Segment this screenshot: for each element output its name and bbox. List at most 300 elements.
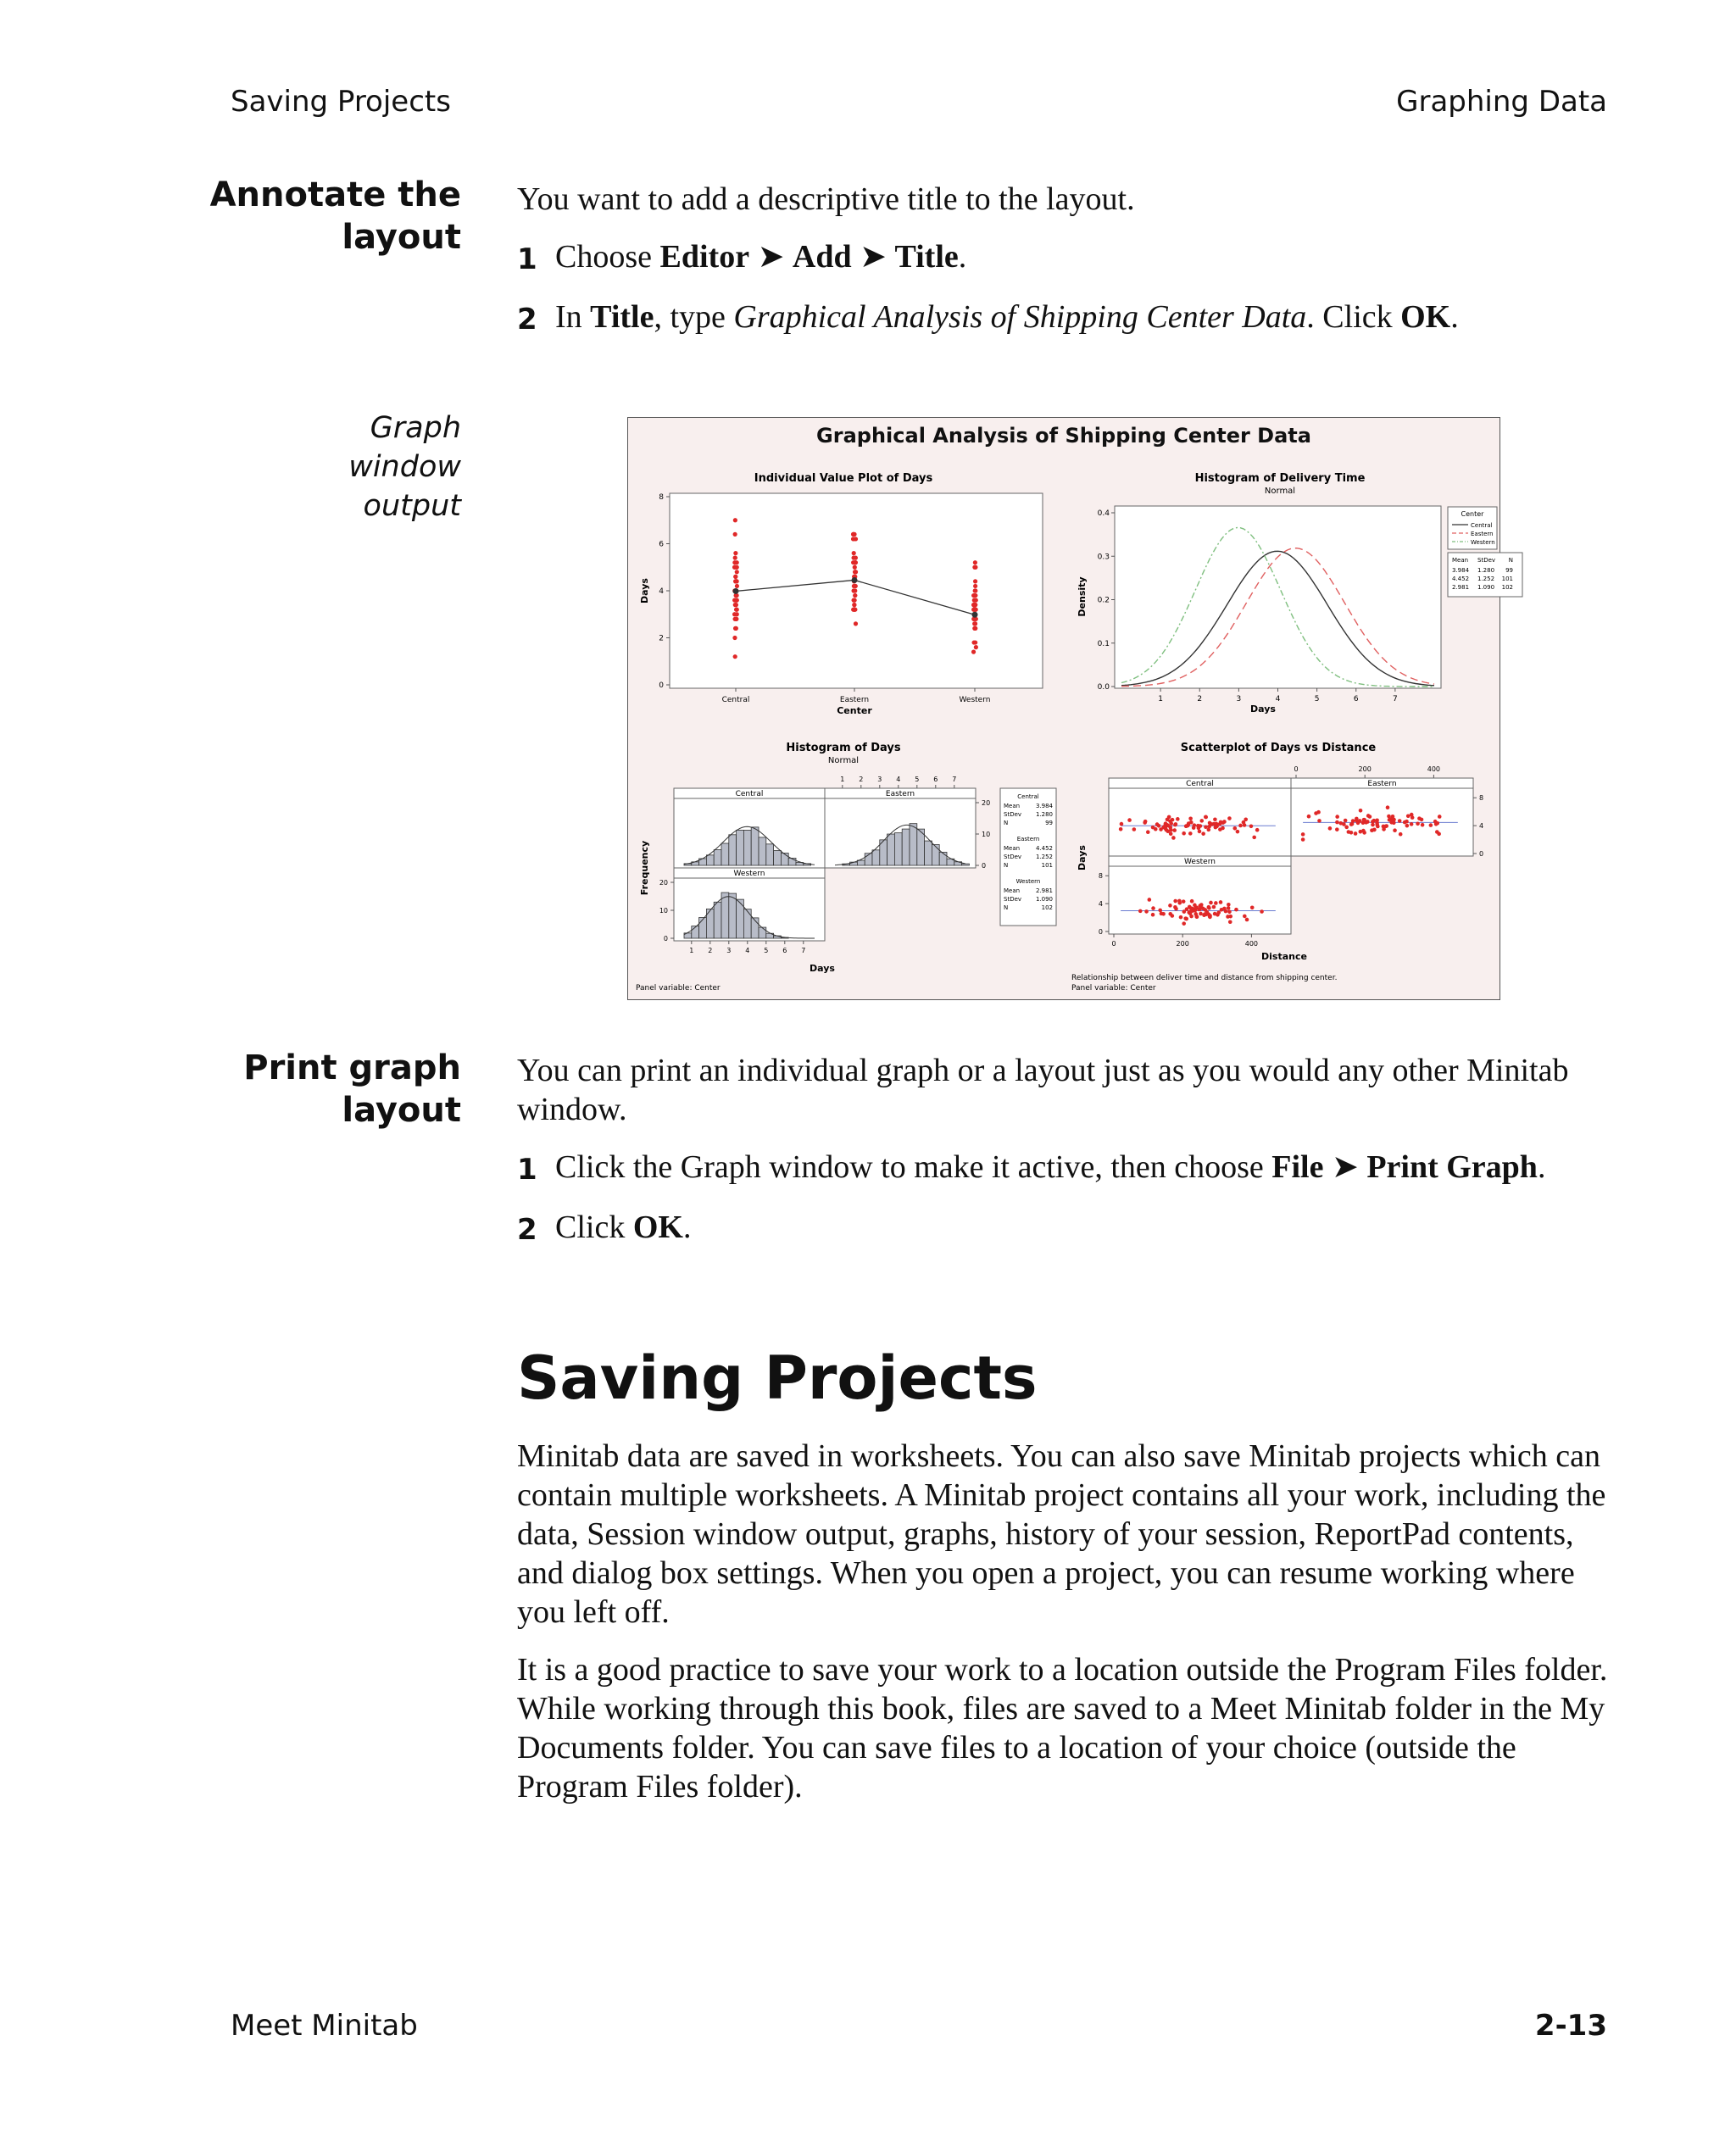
hod-panel-label: Central [735,790,764,798]
sdd-point [1227,909,1232,914]
hod-panel-label: Eastern [885,790,915,798]
hod-stats-value: 102 [1041,904,1053,911]
sdd-point [1220,908,1224,912]
sdd-bottom-tick-label: 400 [1244,940,1259,948]
ivp-point [971,603,976,607]
sdd-point [1204,825,1208,829]
hod-stats-label: Mean [1004,845,1021,852]
hdt-legend-label: Western [1471,539,1495,546]
ivp-point [851,537,855,541]
hdt-ytick-label: 0.3 [1097,553,1110,562]
sdd-point [1119,827,1123,831]
sdd-point [1216,910,1221,915]
sdd-bottom-tick-label: 200 [1176,940,1189,948]
ivp-point [733,603,737,607]
figure-caption: Graph window output [348,411,461,523]
sdd-point [1132,827,1137,831]
sdd-point [1188,905,1192,909]
ivp-point [853,608,857,612]
saving-para-1: Minitab data are saved in worksheets. You can also save Minitab projects which can contain multiple worksheets. A Minitab project contains all your work, including the data, Session window output, graphs, history of your session, ReportPad contents, and dialog box settings. When you open a project, you can resume working where you left off. [517,1438,1606,1630]
sdd-point [1232,826,1237,831]
hod-top-tick-label: 1 [840,776,845,783]
sdd-point [1399,832,1403,837]
hod-bar [692,926,699,938]
hdt-stats-header: N [1508,557,1513,564]
hod-ytick-right-label: 20 [982,799,991,807]
ivp-point [971,608,976,612]
sdd-point [1208,915,1212,920]
sdd-point [1214,826,1218,830]
annotate-step-1: 1 Choose Editor ➤ Add ➤ Title. [517,239,967,276]
hod-ytick-right-label: 10 [982,831,991,838]
footer-book-title: Meet Minitab [231,2009,418,2043]
sdd-point [1177,901,1182,905]
ivp-point [972,626,976,631]
ivp-point [854,570,858,574]
running-header-right: Graphing Data [1396,85,1607,119]
sdd-xlabel: Distance [1261,951,1307,962]
sdd-point [1151,906,1155,910]
ivp-point [973,640,977,644]
sdd-point [1207,825,1211,829]
sdd-top-tick-label: 0 [1294,765,1299,773]
hod-bar [721,893,729,938]
sdd-point [1335,815,1339,819]
sdd-point [1179,915,1183,920]
sdd-point [1393,828,1397,832]
ivp-xtick-label: Eastern [839,696,870,704]
hod-stats-value: 1.252 [1035,854,1053,860]
sdd-point [1359,830,1363,834]
hod-bar [910,824,917,865]
sdd-point [1155,822,1160,826]
hdt-stats-cell: 99 [1505,567,1513,574]
hdt-xtick-label: 7 [1393,695,1398,703]
hod-bar [925,841,932,865]
hod-stats-label: N [1004,862,1009,869]
sdd-ylabel: Days [1077,845,1088,870]
sdd-top-tick-label: 400 [1427,765,1441,773]
sdd-point [1207,905,1211,909]
ivp-point [854,560,858,564]
sdd-point [1151,913,1155,917]
hod-stats-label: Mean [1004,803,1021,809]
sdd-point [1164,821,1168,826]
hod-stats-value: 99 [1045,820,1053,826]
saving-para-2: It is a good practice to save your work to a location outside the Program Files folder. While working through this book, files are saved to a Meet Minitab folder in the My Documents folder. You can save files to a location of your choice (outside the Program Files folder). [517,1652,1608,1805]
sdd-point [1171,818,1175,822]
sdd-point [1388,818,1392,822]
sdd-point [1227,816,1232,820]
sdd-point [1201,831,1205,836]
section-title: Saving Projects [517,1343,1038,1413]
hod-ytick-label: 0 [663,935,668,943]
hdt-stats-cell: 3.984 [1452,567,1470,574]
sdd-point [1198,904,1202,908]
hdt-xtick-label: 2 [1197,695,1203,703]
hdt-ytick-label: 0.1 [1097,639,1110,648]
sdd-point [1143,820,1148,824]
hdt-ytick-label: 0.0 [1097,683,1110,692]
sdd-point [1335,820,1339,825]
ivp-ytick-label: 2 [659,634,664,643]
hod-bottom-tick-label: 3 [726,947,732,954]
sdd-point [1171,914,1175,918]
hod-stats-label: N [1004,904,1009,911]
ivp-point [733,532,737,537]
individual-value-plot [639,472,1043,716]
hod-bar [714,902,721,938]
sdd-point [1227,903,1231,907]
sdd-footnote-2: Panel variable: Center [1071,984,1156,993]
hod-footnote: Panel variable: Center [636,984,721,993]
hdt-stats-header: StDev [1477,557,1496,564]
hdt-xtick-label: 3 [1236,695,1242,703]
ivp-point [732,636,737,640]
running-header-left: Saving Projects [231,85,451,119]
hod-bar [743,909,751,938]
ivp-point [853,588,857,592]
sdd-point [1371,820,1375,824]
sdd-point [1173,823,1177,827]
hod-panel-label: Western [733,870,765,878]
sdd-point [1344,826,1349,830]
hod-bottom-tick-label: 6 [782,947,787,954]
sdd-point [1169,821,1173,826]
hdt-stats-cell: 2.981 [1452,584,1470,591]
print-heading: Print graph layout [243,1048,461,1130]
ivp-point [853,593,857,598]
sdd-point [1375,821,1379,826]
sdd-point [1214,901,1218,905]
sdd-ytick-right-label: 8 [1479,794,1484,803]
sdd-point [1406,814,1410,818]
hod-bar [714,850,721,865]
annotate-step-2: 2 In Title, type Graphical Analysis of Shipping Center Data. Click OK. [517,299,1459,336]
sdd-point [1224,909,1228,914]
hdt-title: Histogram of Delivery Time [1194,472,1366,485]
ivp-point [734,608,738,612]
sdd-point [1438,815,1442,819]
sdd-point [1159,827,1163,831]
ivp-point [973,584,977,588]
hdt-subtitle: Normal [1264,487,1296,496]
sdd-ytick-right-label: 0 [1479,850,1484,858]
sdd-panel-label: Eastern [1367,780,1397,788]
sdd-point [1314,811,1318,815]
sdd-panel-frame [1109,856,1291,934]
sdd-point [1301,837,1305,842]
sdd-point [1176,817,1180,821]
annotate-heading: Annotate the layout [209,175,461,257]
hdt-xtick-label: 5 [1314,695,1320,703]
sdd-point [1429,823,1433,827]
hod-subtitle: Normal [827,756,860,765]
hod-top-tick-label: 2 [859,776,864,783]
sdd-point [1405,824,1410,828]
hod-bar [721,843,729,865]
hdt-stats-cell: 101 [1501,576,1513,582]
hod-bar [894,833,902,865]
annotate-body [517,180,1619,358]
hod-bar [729,835,737,865]
sdd-point [1338,821,1343,826]
sdd-point [1250,906,1255,910]
hdt-stats-cell: 1.280 [1477,567,1495,574]
sdd-panel-central [1109,778,1291,856]
hod-stats-name: Western [1015,878,1041,885]
hdt-stats-cell: 102 [1501,584,1513,591]
hod-bottom-tick-label: 4 [745,947,750,954]
hod-panel-eastern [825,788,976,868]
hod-ytick-label: 20 [659,879,668,887]
sdd-point [1205,910,1209,915]
sdd-point [1349,831,1354,835]
ivp-point [852,551,856,555]
sdd-point [1127,818,1132,822]
menu-arrow-icon: ➤ [1331,1149,1359,1185]
hod-top-tick-label: 4 [896,776,901,783]
ivp-mean-marker [733,588,739,594]
sdd-bottom-tick-label: 0 [1111,940,1116,948]
footer-page-number: 2-13 [1534,2009,1607,2043]
hod-bar [872,850,880,865]
sdd-point [1171,836,1176,840]
sdd-point [1243,915,1247,919]
sdd-point [1188,816,1193,820]
sdd-point [1260,909,1264,914]
hod-bar [939,852,947,865]
hod-bottom-tick-label: 5 [764,947,769,954]
sdd-point [1213,817,1217,821]
ivp-point [734,579,738,583]
hod-stats-name: Central [1017,793,1039,800]
ivp-mean-marker [972,612,978,618]
sdd-point [1182,899,1186,904]
sdd-panel-frame [1291,778,1473,856]
hdt-stats-cell: 1.252 [1477,576,1495,582]
sdd-point [1182,921,1186,926]
ivp-point [733,556,737,560]
hod-stats-value: 1.280 [1035,811,1053,818]
sdd-point [1188,831,1193,836]
ivp-point [853,565,857,570]
ivp-point [972,621,976,626]
sdd-point [1372,828,1377,832]
sdd-point [1252,836,1256,840]
sdd-point [1188,909,1193,914]
ivp-point [733,654,737,659]
hdt-xtick-label: 1 [1158,695,1163,703]
sdd-point [1335,827,1339,831]
sdd-point [1222,820,1227,824]
hod-stats-value: 3.984 [1035,803,1053,809]
ivp-point [974,645,978,649]
ivp-title: Individual Value Plot of Days [754,472,933,485]
sdd-panel-eastern [1291,778,1473,856]
sdd-point [1182,831,1186,836]
hod-stats-value: 2.981 [1035,887,1053,894]
menu-arrow-icon: ➤ [757,239,785,275]
print-step-1: 1 Click the Graph window to make it active, then choose File ➤ Print Graph. [517,1149,1546,1187]
hod-ylabel: Frequency [639,840,650,896]
sdd-point [1417,816,1422,820]
sdd-point [1255,828,1260,832]
ivp-ytick-label: 4 [659,587,664,596]
hod-ytick-label: 10 [659,907,668,915]
hod-title: Histogram of Days [786,742,901,754]
hod-bar [781,853,788,865]
sdd-point [1201,906,1205,910]
hod-top-tick-label: 3 [877,776,882,783]
sdd-point [1344,819,1348,823]
sdd-point [1236,830,1240,834]
sdd-point [1198,830,1202,834]
hdt-ytick-label: 0.4 [1097,509,1110,518]
hdt-stats-cell: 1.090 [1477,584,1495,591]
sdd-point [1249,824,1254,828]
sdd-point [1376,825,1380,829]
hod-bar [743,830,751,865]
sdd-point [1174,907,1178,911]
sdd-point [1218,822,1222,826]
hod-stats-label: StDev [1004,811,1022,818]
hod-bottom-tick-label: 7 [801,947,806,954]
figure-title: Graphical Analysis of Shipping Center Data [816,424,1311,448]
ivp-point [734,617,738,621]
hdt-stats-header: Mean [1452,557,1469,564]
ivp-point [735,584,739,588]
sdd-point [1416,821,1420,826]
hod-bottom-tick-label: 2 [708,947,713,954]
ivp-point [733,626,737,631]
hod-bar [729,893,737,938]
sdd-ytick-right-label: 4 [1479,822,1484,831]
sdd-point [1204,815,1208,820]
sdd-point [1387,815,1391,819]
sdd-point [1167,815,1171,820]
sdd-point [1366,820,1370,824]
hod-stats-name: Eastern [1016,836,1040,842]
sdd-point [1168,904,1172,908]
ivp-point [735,570,739,574]
print-intro: You can print an individual graph or a layout just as you would any other Minitab window. [517,1053,1569,1127]
sdd-point [1212,905,1216,909]
sdd-point [1383,825,1388,829]
saving-body [517,1437,1619,1825]
hod-bottom-tick-label: 1 [689,947,694,954]
hod-stats-value: 1.090 [1035,896,1053,903]
sdd-point [1144,909,1149,914]
hdt-ylabel: Density [1077,576,1088,617]
hod-stats-value: 4.452 [1035,845,1053,852]
sdd-panel-label: Western [1184,858,1216,866]
ivp-ylabel: Days [639,578,650,603]
sdd-point [1238,824,1243,828]
ivp-ytick-label: 6 [659,540,664,549]
sdd-point [1197,826,1201,831]
ivp-ytick-label: 8 [659,493,664,502]
sdd-point [1227,906,1231,910]
ivp-point [733,551,737,555]
sdd-point [1158,909,1162,913]
sdd-footnote-1: Relationship between deliver time and distance from shipping center. [1071,974,1338,982]
sdd-point [1182,909,1187,914]
sdd-point [1193,823,1197,827]
sdd-point [1183,916,1188,920]
sdd-point [1187,821,1191,826]
sdd-point [1301,832,1305,837]
sdd-point [1433,820,1438,824]
sdd-point [1437,832,1441,837]
sdd-point [1234,908,1238,912]
ivp-point [852,532,856,537]
ivp-mean-marker [852,577,858,583]
sdd-point [1391,815,1395,819]
hod-top-tick-label: 6 [933,776,938,783]
ivp-point [854,556,858,560]
sdd-point [1194,915,1199,919]
sdd-point [1368,815,1372,819]
hod-ytick-right-label: 0 [982,862,987,870]
graph-layout-svg [627,417,1513,1000]
print-body [517,1051,1619,1268]
sdd-point [1199,912,1203,916]
ivp-point [732,565,737,570]
sdd-point [1199,819,1204,823]
sdd-point [1138,909,1143,914]
hod-stats-label: StDev [1004,896,1022,903]
ivp-point [853,598,857,603]
print-step-2: 2 Click OK. [517,1210,692,1247]
sdd-point [1403,820,1407,825]
ivp-point [852,603,856,607]
sdd-point [1355,817,1359,821]
sdd-point [1359,809,1363,813]
hod-stats-label: N [1004,820,1009,826]
sdd-point [1202,913,1206,917]
hod-panel-central [674,788,825,868]
sdd-panel-frame [1109,778,1291,856]
hod-bar [706,855,714,865]
ivp-point [973,588,977,592]
ivp-ytick-label: 0 [659,681,664,690]
ivp-point [733,518,737,522]
hod-stats-label: Mean [1004,887,1021,894]
hod-bar [774,850,782,865]
hdt-legend-label: Eastern [1471,531,1494,537]
hod-bar [962,864,970,865]
hdt-xtick-label: 6 [1353,695,1359,703]
sdd-point [1362,831,1366,835]
sdd-top-tick-label: 200 [1358,765,1372,773]
sdd-point [1120,822,1124,826]
sdd-point [1317,819,1321,823]
sdd-panel-western [1109,856,1291,934]
ivp-point [734,598,738,603]
sdd-point [1146,830,1150,834]
ivp-xlabel: Center [837,705,872,716]
hod-bar [699,917,707,938]
sdd-point [1354,831,1358,836]
hod-stats-label: StDev [1004,854,1022,860]
hod-top-tick-label: 7 [952,776,957,783]
sdd-point [1173,899,1177,904]
ivp-point [735,560,739,564]
ivp-point [854,621,858,626]
ivp-point [971,650,976,654]
sdd-point [1244,817,1248,821]
